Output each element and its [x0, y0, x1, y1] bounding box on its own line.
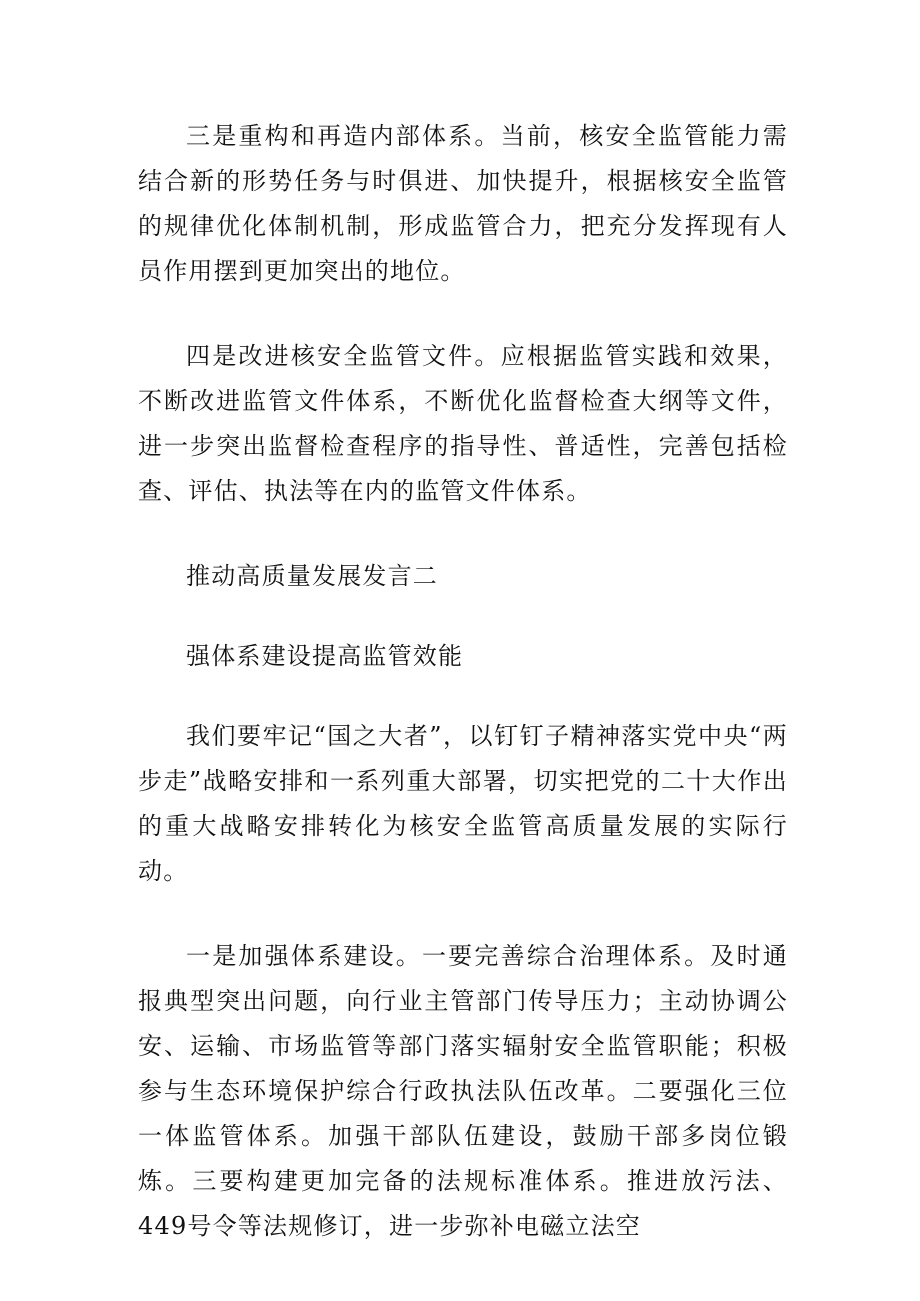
paragraph-gap [138, 894, 788, 934]
paragraph-gap [138, 599, 788, 634]
document-body [138, 114, 788, 1249]
paragraph-regulatory-documents: 四是改进核安全监管文件。应根据监管实践和效果，不断改进监管文件体系，不断优化监督检查大纲等文件，进一步突出监督检查程序的指导性、普适性，完善包括检查、评估、执法等在内的监管文件体系。 [138, 342, 788, 505]
paragraph-intro: 我们要牢记“国之大者”，以钉钉子精神落实党中央“两步走”战略安排和一系列重大部署，切实把党的二十大作出的重大战略安排转化为核安全监管高质量发展的实际行动。 [138, 722, 788, 885]
paragraph-gap [138, 514, 788, 554]
section-title: 推动高质量发展发言二 [186, 562, 438, 590]
paragraph-gap [138, 679, 788, 714]
paragraph-gap [138, 294, 788, 334]
paragraph-internal-system: 三是重构和再造内部体系。当前，核安全监管能力需结合新的形势任务与时俱进、加快提升，根据核安全监管的规律优化体制机制，形成监管合力，把充分发挥现有人员作用摆到更加突出的地位。 [138, 122, 788, 285]
paragraph-system-building: 一是加强体系建设。一要完善综合治理体系。及时通报典型突出问题，向行业主管部门传导压力；主动协调公安、运输、市场监管等部门落实辐射安全监管职能；积极参与生态环境保护综合行政执法队伍改革。二要强化三位一体监管体系。加强干部队伍建设，鼓励干部多岗位锻炼。三要构建更加完备的法规标准体系。推进放污法、449号令等法规修订，进一步弥补电磁立法空 [138, 942, 788, 1240]
section-subtitle: 强体系建设提高监管效能 [186, 642, 464, 670]
